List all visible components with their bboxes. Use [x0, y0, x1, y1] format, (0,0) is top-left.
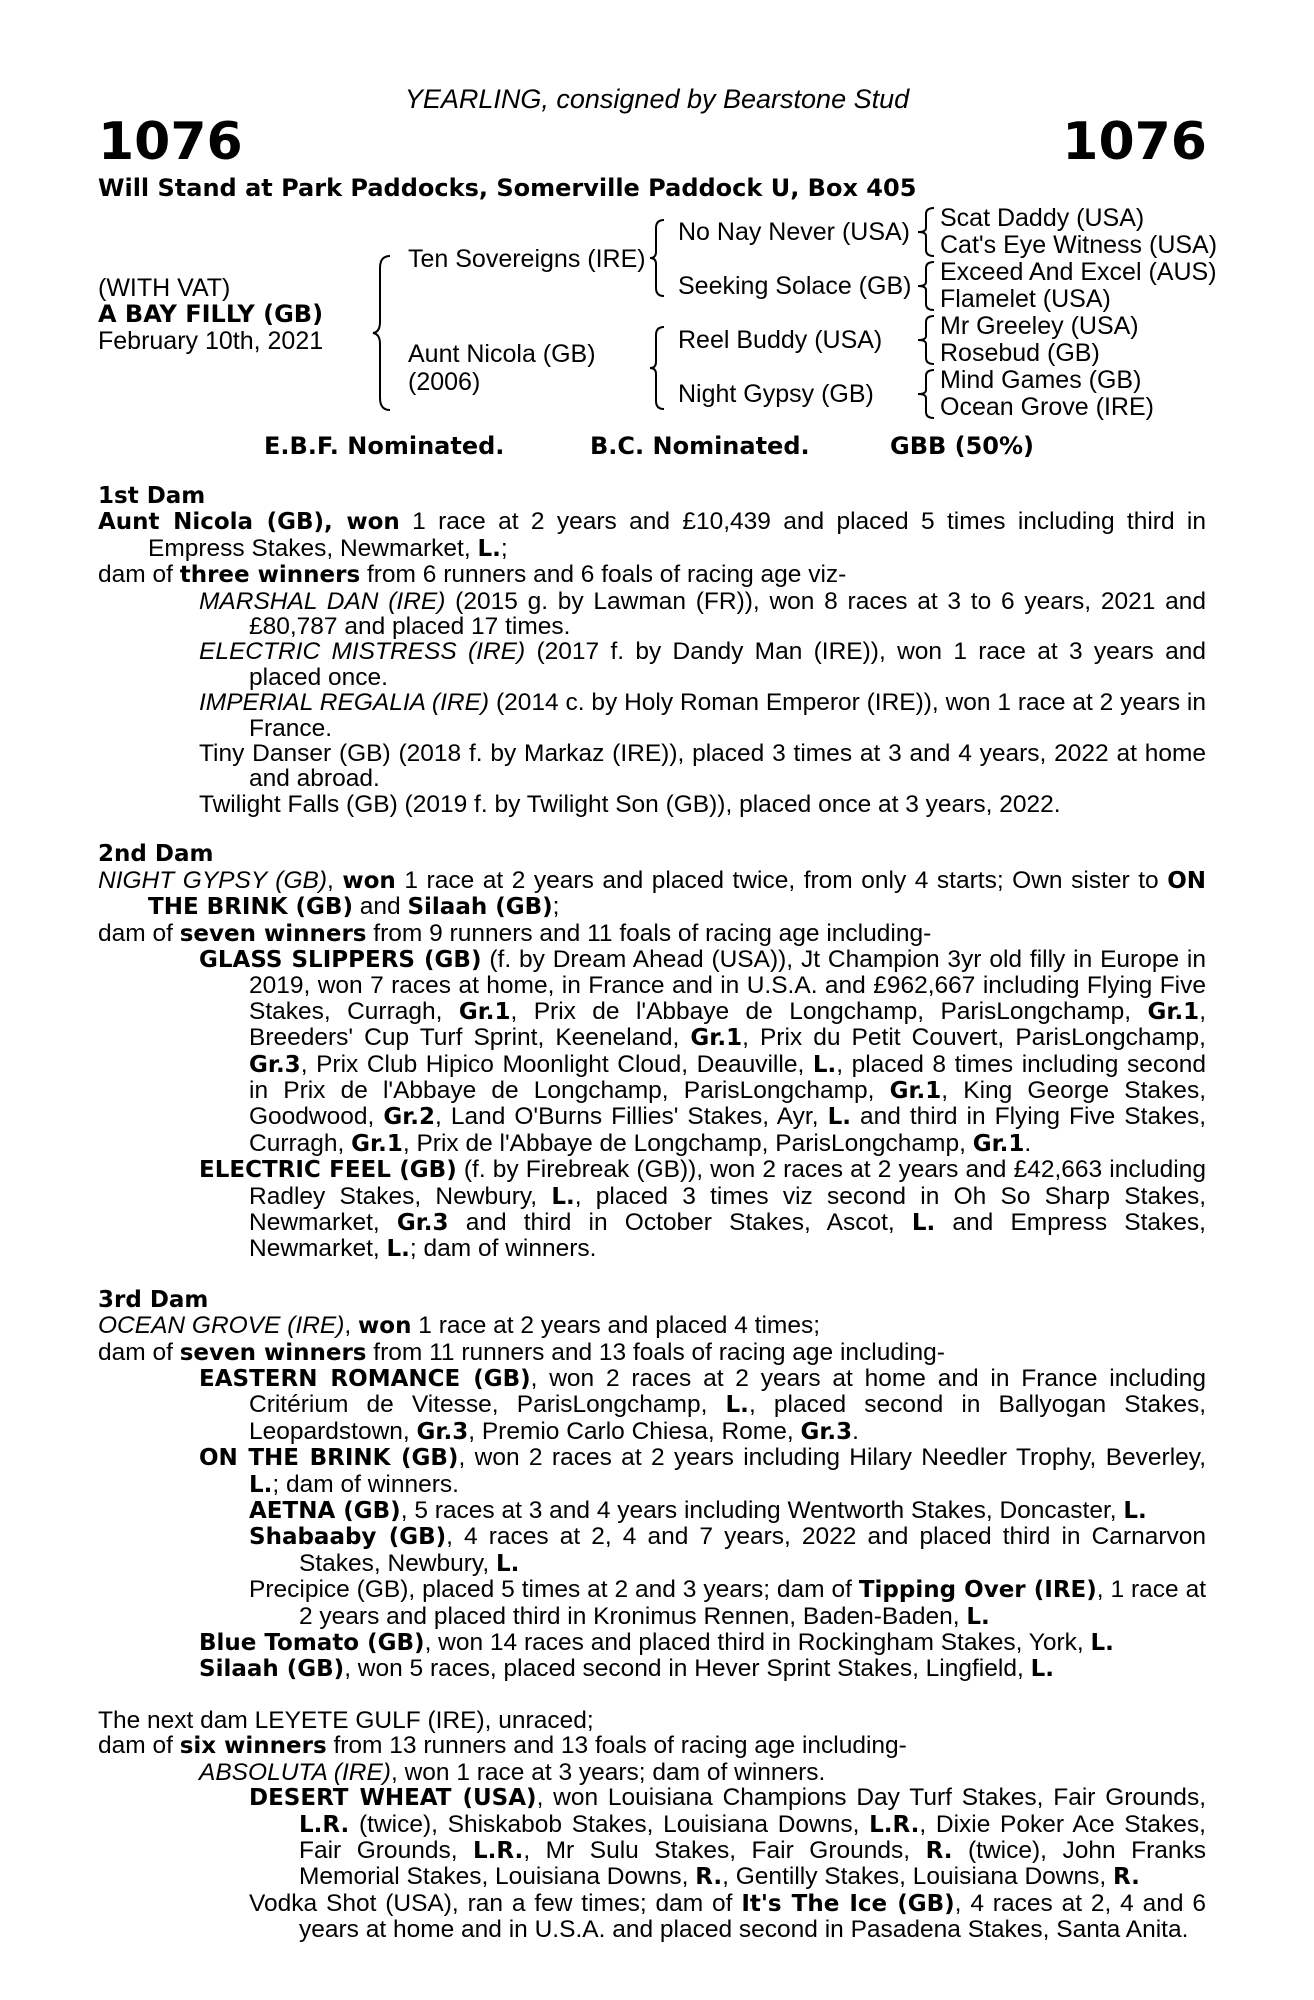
produce-twilight-falls: Twilight Falls (GB) (2019 f. by Twilight Son (GB)), placed once at 3 years, 2022. [199, 790, 1061, 818]
produce-marshal-dan: MARSHAL DAN (IRE) (2015 g. by Lawman (FR)), won 8 races at 3 to 6 years, 2021 and £80,787 and placed 17 times. [199, 587, 1206, 641]
second-dam-produce: dam of seven winners from 9 runners and 11 foals of racing age including- [98, 919, 932, 947]
next-dam-intro: The next dam LEYETE GULF (IRE), unraced; [98, 1706, 594, 1734]
produce-shabaaby: Shabaaby (GB), 4 races at 2, 4 and 7 years, 2022 and placed third in Carnarvon Stakes, Newbury, L. [249, 1523, 1206, 1577]
ebf-nomination: E.B.F. Nominated. [264, 432, 505, 460]
consignor-line: YEARLING, consigned by Bearstone Stud [404, 84, 910, 114]
second-dam-heading: 2nd Dam [98, 841, 214, 868]
sire-sire-sire: Scat Daddy (USA) [940, 204, 1145, 232]
pedigree-brace-sd [914, 260, 938, 312]
stand-location: Will Stand at Park Paddocks, Somerville Paddock U, Box 405 [98, 174, 917, 202]
dam-sire-sire: Mr Greeley (USA) [940, 312, 1139, 340]
produce-glass-slippers: GLASS SLIPPERS (GB) (f. by Dream Ahead (USA)), Jt Champion 3yr old filly in Europe in 2019, won 7 races at home, in France and in U.S.A. and £962,667 including Flying Five Stakes, Curragh, Gr.1, Prix de l'Abbaye de Longchamp, ParisLongchamp, Gr.1, Breeders' Cup Turf Sprint, Keeneland, Gr.1, Prix du Petit Couvert, ParisLongchamp, Gr.3, Prix Club Hipico Moonlight Cloud, Deauville, L., placed 8 times including second in Prix de l'Abbaye de Longchamp, ParisLongchamp, Gr.1, King George Stakes, Goodwood, Gr.2, Land O'Burns Fillies' Stakes, Ayr, L. and third in Flying Five Stakes, Curragh, Gr.1, Prix de l'Abbaye de Longchamp, ParisLongchamp, Gr.1. [199, 945, 1207, 1157]
dam-dam-dam: Ocean Grove (IRE) [940, 393, 1154, 421]
pedigree-brace-dam [646, 325, 668, 411]
produce-precipice: Precipice (GB), placed 5 times at 2 and 3 years; dam of Tipping Over (IRE), 1 race at 2 years and placed third in Kronimus Rennen, Baden-Baden, L. [249, 1576, 1206, 1630]
dam-dam: Night Gypsy (GB) [678, 380, 874, 408]
pedigree-brace-main [370, 254, 394, 412]
lot-number-right: 1076 [1062, 112, 1207, 172]
horse-name: A BAY FILLY (GB) [98, 300, 324, 328]
produce-electric-mistress: ELECTRIC MISTRESS (IRE) (2017 f. by Dandy Man (IRE)), won 1 race at 3 years and placed once. [199, 638, 1206, 691]
vat-label: (WITH VAT) [98, 274, 231, 302]
catalogue-body [98, 484, 1206, 1943]
pedigree-brace-sire [646, 218, 668, 298]
dam-sire: Reel Buddy (USA) [678, 326, 883, 354]
next-dam-produce: dam of six winners from 13 runners and 13 foals of racing age including- [98, 1732, 907, 1760]
pedigree-brace-ds [914, 314, 938, 366]
produce-silaah: Silaah (GB), won 5 races, placed second in Hever Sprint Stakes, Lingfield, L. [199, 1655, 1054, 1683]
pedigree-brace-dd [914, 368, 938, 420]
sire-dam-sire: Exceed And Excel (AUS) [940, 258, 1217, 286]
produce-imperial-regalia: IMPERIAL REGALIA (IRE) (2014 c. by Holy Roman Emperor (IRE)), won 1 race at 2 years in France. [199, 689, 1206, 742]
gbb-status: GBB (50%) [890, 432, 1035, 460]
pedigree-brace-ss [914, 206, 938, 258]
dam-year: (2006) [408, 368, 481, 396]
produce-absoluta: ABSOLUTA (IRE), won 1 race at 3 years; dam of winners. [199, 1758, 826, 1786]
sire-dam: Seeking Solace (GB) [678, 272, 912, 300]
dam-sire-dam: Rosebud (GB) [940, 339, 1100, 367]
dam: Aunt Nicola (GB) [408, 340, 596, 368]
third-dam-heading: 3rd Dam [98, 1286, 209, 1313]
produce-vodka-shot: Vodka Shot (USA), ran a few times; dam of It's The Ice (GB), 4 races at 2, 4 and 6 years at home and in U.S.A. and placed second in Pasadena Stakes, Santa Anita. [249, 1889, 1206, 1944]
sire-sire-dam: Cat's Eye Witness (USA) [940, 231, 1218, 259]
third-dam-produce: dam of seven winners from 11 runners and 13 foals of racing age including- [98, 1338, 945, 1366]
produce-on-the-brink: ON THE BRINK (GB), won 2 races at 2 years including Hilary Needler Trophy, Beverley, L.; dam of winners. [199, 1444, 1207, 1498]
second-dam-intro: NIGHT GYPSY (GB), won 1 race at 2 years and placed twice, from only 4 starts; Own sister to ON THE BRINK (GB) and Silaah (GB); [98, 866, 1206, 921]
produce-blue-tomato: Blue Tomato (GB), won 14 races and placed third in Rockingham Stakes, York, L. [199, 1629, 1114, 1657]
first-dam-intro: Aunt Nicola (GB), won 1 race at 2 years and £10,439 and placed 5 times including third in Empress Stakes, Newmarket, L.; [98, 508, 1206, 562]
produce-electric-feel: ELECTRIC FEEL (GB) (f. by Firebreak (GB)), won 2 races at 2 years and £42,663 including Radley Stakes, Newbury, L., placed 3 times viz second in Oh So Sharp Stakes, Newmarket, Gr.3 and third in October Stakes, Ascot, L. and Empress Stakes, Newmarket, L.; dam of winners. [199, 1156, 1206, 1263]
produce-eastern-romance: EASTERN ROMANCE (GB), won 2 races at 2 years at home and in France including Critérium de Vitesse, ParisLongchamp, L., placed second in Ballyogan Stakes, Leopardstown, Gr.3, Premio Carlo Chiesa, Rome, Gr.3. [199, 1365, 1206, 1445]
third-dam-intro: OCEAN GROVE (IRE), won 1 race at 2 years and placed 4 times; [98, 1312, 821, 1340]
dam-dam-sire: Mind Games (GB) [940, 366, 1142, 394]
first-dam-heading: 1st Dam [98, 483, 206, 509]
sire: Ten Sovereigns (IRE) [408, 245, 646, 273]
produce-aetna: AETNA (GB), 5 races at 3 and 4 years including Wentworth Stakes, Doncaster, L. [249, 1497, 1147, 1525]
bc-nomination: B.C. Nominated. [590, 432, 810, 460]
foaling-date: February 10th, 2021 [98, 327, 324, 355]
first-dam-produce: dam of three winners from 6 runners and 6 foals of racing age viz- [98, 561, 847, 589]
produce-tiny-danser: Tiny Danser (GB) (2018 f. by Markaz (IRE)), placed 3 times at 3 and 4 years, 2022 at home and abroad. [199, 740, 1206, 793]
sire-sire: No Nay Never (USA) [678, 218, 910, 246]
sire-dam-dam: Flamelet (USA) [940, 285, 1111, 313]
produce-desert-wheat: DESERT WHEAT (USA), won Louisiana Champions Day Turf Stakes, Fair Grounds, L.R. (twice), Shiskabob Stakes, Louisiana Downs, L.R., Dixie Poker Ace Stakes, Fair Grounds, L.R., Mr Sulu Stakes, Fair Grounds, R. (twice), John Franks Memorial Stakes, Louisiana Downs, R., Gentilly Stakes, Louisiana Downs, R. [249, 1784, 1206, 1891]
lot-number-left: 1076 [98, 112, 243, 172]
